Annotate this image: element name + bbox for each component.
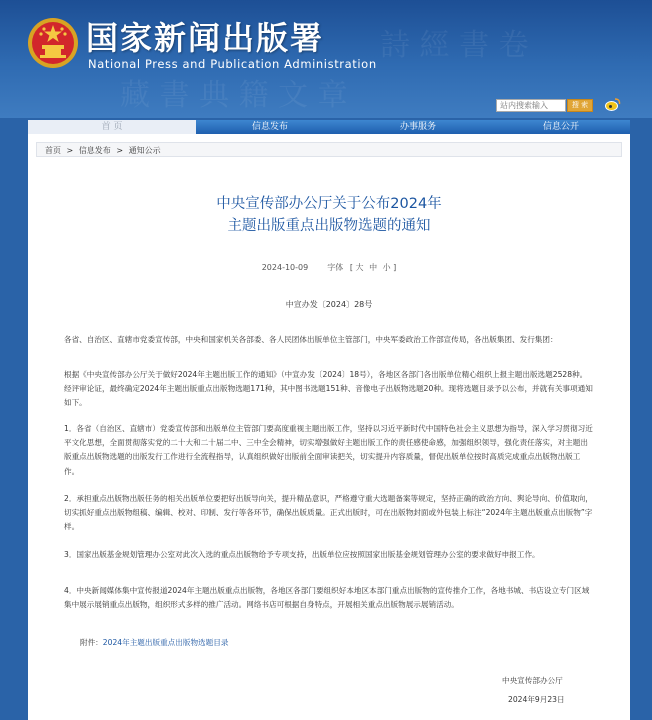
breadcrumb-separator: > [66,146,74,155]
attachment-row [80,637,228,648]
paragraph-text: 根据《中央宣传部办公厅关于做好2024年主题出版工作的通知》（中宣办发〔2024〕18号），各地区各部门各出版单位精心组织上报主题出版选题2528种。经评审论证，最终确定2024年主题出版重点出版物选题171种，其中图书选题151种、音像电子出版物选题20种。现将选题目录予以公布，并就有关事项通知如下。 [64,370,593,408]
breadcrumb-home[interactable]: 首页 [45,146,61,155]
article-paragraph [64,548,594,562]
breadcrumb-notices[interactable]: 通知公示 [128,146,161,155]
font-size-label: 字体 [327,263,344,272]
site-banner [0,0,652,118]
paragraph-text: 3．国家出版基金规划管理办公室对此次入选的重点出版物给予专项支持，出版单位应按照国家出版基金规划管理办公室的要求做好申报工作。 [64,550,540,559]
article-paragraph [64,584,594,612]
article-title-line1: 中央宣传部办公厅关于公布2024年 [216,196,442,212]
nav-item-info-release[interactable]: 信息发布 [251,122,288,132]
banner-decoration-2: 詩 經 書 卷 [380,28,529,63]
national-emblem-icon[interactable] [26,16,80,70]
article-paragraph [64,333,594,347]
nav-item-info-disclosure[interactable]: 信息公开 [542,122,579,132]
article-title-line2: 主题出版重点出版物选题的通知 [227,218,431,234]
font-size-close-bracket: ] [393,263,397,272]
paragraph-text: 1．各省（自治区、直辖市）党委宣传部和出版单位主管部门要高度重视主题出版工作，坚持以习近平新时代中国特色社会主义思想为指导，深入学习贯彻习近平文化思想，全面贯彻落实党的二十大和二十届二中、三中全会精神，切实增强做好主题出版工作的责任感使命感，加强组织领导，强化责任落实，对主题出版重点出版物选题的出版发行工作进行全流程指导，认真组织做好出版前全面审读把关，切实提升内容质量，督促出版单位按时高质完成重点出版物出版工作。 [64,424,593,476]
article-paragraph [64,492,594,535]
search-input[interactable] [496,99,566,112]
font-size-large-button[interactable]: 大 [355,263,364,272]
content-panel [28,120,630,720]
paragraph-text: 4．中央新闻媒体集中宣传报道2024年主题出版重点出版物，各地区各部门要组织好本地区本部门重点出版物的宣传推介工作，各地书城、书店设立专门区域集中展示展销重点出版物，组织形式多样的推广活动。网络书店可根据自身特点，开展相关重点出版物展示展销活动。 [64,586,590,610]
main-nav [28,120,630,134]
font-size-open-bracket: [ [349,263,353,272]
publish-date: 2024-10-09 [261,263,309,272]
breadcrumb-info-release[interactable]: 信息发布 [78,146,111,155]
banner-decoration: 藏 書 典 籍 文 章 [120,78,348,113]
font-size-medium-button[interactable]: 中 [369,263,378,272]
article-meta [28,262,630,273]
font-size-small-button[interactable]: 小 [382,263,391,272]
attachment-label: 附件： [80,638,103,647]
article-paragraph [64,368,594,411]
nav-item-services[interactable]: 办事服务 [399,122,436,132]
signature-date: 2024年9月23日 [508,695,565,704]
search-button[interactable]: 搜 索 [567,99,593,112]
site-subtitle: National Press and Publication Administration [88,57,377,71]
paragraph-text: 各省、自治区、直辖市党委宣传部，中央和国家机关各部委、各人民团体出版单位主管部门，中央军委政治工作部宣传局，各出版集团、发行集团： [64,335,558,344]
paragraph-text: 2．承担重点出版物出版任务的相关出版单位要把好出版导向关，提升精品意识，严格遵守重大选题备案等规定，坚持正确的政治方向、舆论导向、价值取向，切实抓好重点出版物组稿、编辑、校对、印制、发行等各环节，确保出版质量。正式出版时，可在出版物封面或外包装上标注“2024年主题出版重点出版物”字样。 [64,494,593,532]
article-paragraph [64,422,594,479]
nav-item-home[interactable]: 首 页 [28,120,196,134]
breadcrumb [36,142,622,157]
attachment-link[interactable]: 2024年主题出版重点出版物选题目录 [102,638,229,647]
breadcrumb-separator: > [116,146,124,155]
site-title[interactable]: 国家新闻出版署 [86,19,325,57]
signature-organization: 中央宣传部办公厅 [502,676,563,685]
weibo-icon[interactable] [604,97,621,112]
document-number: 中宣办发〔2024〕28号 [285,300,373,309]
